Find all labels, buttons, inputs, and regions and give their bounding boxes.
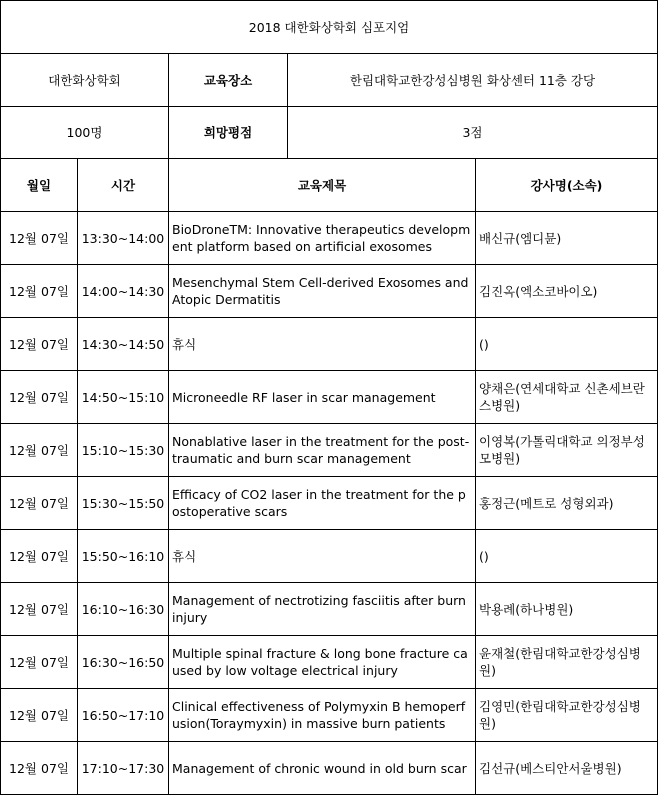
session-time: 15:10~15:30 <box>78 424 169 477</box>
session-topic: Management of chronic wound in old burn scar <box>169 742 476 795</box>
session-date: 12월 07일 <box>1 265 78 318</box>
session-time: 15:30~15:50 <box>78 477 169 530</box>
session-topic: Multiple spinal fracture & long bone fracture caused by low voltage electrical injury <box>169 636 476 689</box>
session-speaker: 김선규(베스티안서울병원) <box>476 742 658 795</box>
session-date: 12월 07일 <box>1 318 78 371</box>
session-date: 12월 07일 <box>1 424 78 477</box>
session-time: 14:00~14:30 <box>78 265 169 318</box>
session-topic: Management of nectrotizing fasciitis after burn injury <box>169 583 476 636</box>
session-date: 12월 07일 <box>1 742 78 795</box>
session-row <box>1 742 658 795</box>
session-topic: Mesenchymal Stem Cell-derived Exosomes and Atopic Dermatitis <box>169 265 476 318</box>
session-speaker: 배신규(엠디뮨) <box>476 212 658 265</box>
session-date: 12월 07일 <box>1 212 78 265</box>
header-date: 월일 <box>1 159 78 212</box>
capacity-row-wrap <box>169 107 658 159</box>
venue-label: 교육장소 <box>169 54 288 106</box>
session-row <box>1 530 658 583</box>
session-time: 16:10~16:30 <box>78 583 169 636</box>
session-speaker: 윤재철(한림대학교한강성심병원) <box>476 636 658 689</box>
session-topic: Microneedle RF laser in scar management <box>169 371 476 424</box>
session-topic: 휴식 <box>169 530 476 583</box>
session-row <box>1 477 658 530</box>
session-time: 17:10~17:30 <box>78 742 169 795</box>
points-label: 희망평점 <box>169 107 288 158</box>
session-date: 12월 07일 <box>1 371 78 424</box>
session-row <box>1 583 658 636</box>
session-topic: 휴식 <box>169 318 476 371</box>
session-speaker: 박용례(하나병원) <box>476 583 658 636</box>
session-date: 12월 07일 <box>1 689 78 742</box>
title-row <box>1 1 658 54</box>
points-value: 3점 <box>462 125 483 140</box>
session-date: 12월 07일 <box>1 477 78 530</box>
header-topic: 교육제목 <box>169 159 476 212</box>
session-row <box>1 424 658 477</box>
session-time: 13:30~14:00 <box>78 212 169 265</box>
session-date: 12월 07일 <box>1 530 78 583</box>
header-row <box>1 159 658 212</box>
session-time: 15:50~16:10 <box>78 530 169 583</box>
header-speaker: 강사명(소속) <box>476 159 658 212</box>
session-speaker: () <box>476 530 658 583</box>
session-row <box>1 636 658 689</box>
document-title: 2018 대한화상학회 심포지엄 <box>1 1 658 54</box>
session-row <box>1 371 658 424</box>
session-topic: Efficacy of CO2 laser in the treatment for the postoperative scars <box>169 477 476 530</box>
session-topic: BioDroneTM: Innovative therapeutics development platform based on artificial exosomes <box>169 212 476 265</box>
capacity-row <box>1 107 658 159</box>
venue-row-wrap <box>169 54 658 107</box>
session-row <box>1 689 658 742</box>
session-speaker: 이영복(가톨릭대학교 의정부성모병원) <box>476 424 658 477</box>
session-speaker: 홍정근(메트로 성형외과) <box>476 477 658 530</box>
venue-value: 한림대학교한강성심병원 화상센터 11층 강당 <box>349 72 596 88</box>
session-date: 12월 07일 <box>1 636 78 689</box>
session-speaker: 양채은(연세대학교 신촌세브란스병원) <box>476 371 658 424</box>
session-time: 14:50~15:10 <box>78 371 169 424</box>
organizer: 대한화상학회 <box>1 54 169 107</box>
header-time: 시간 <box>78 159 169 212</box>
session-speaker: 김진옥(엑소코바이오) <box>476 265 658 318</box>
session-topic: Clinical effectiveness of Polymyxin B hemoperfusion(Toraymyxin) in massive burn patients <box>169 689 476 742</box>
session-row <box>1 265 658 318</box>
session-time: 16:30~16:50 <box>78 636 169 689</box>
session-speaker: 김영민(한림대학교한강성심병원) <box>476 689 658 742</box>
session-row <box>1 212 658 265</box>
capacity: 100명 <box>1 107 169 159</box>
session-speaker: () <box>476 318 658 371</box>
session-row <box>1 318 658 371</box>
session-date: 12월 07일 <box>1 583 78 636</box>
session-time: 16:50~17:10 <box>78 689 169 742</box>
session-topic: Nonablative laser in the treatment for the post-traumatic and burn scar management <box>169 424 476 477</box>
venue-row <box>1 54 658 107</box>
session-time: 14:30~14:50 <box>78 318 169 371</box>
